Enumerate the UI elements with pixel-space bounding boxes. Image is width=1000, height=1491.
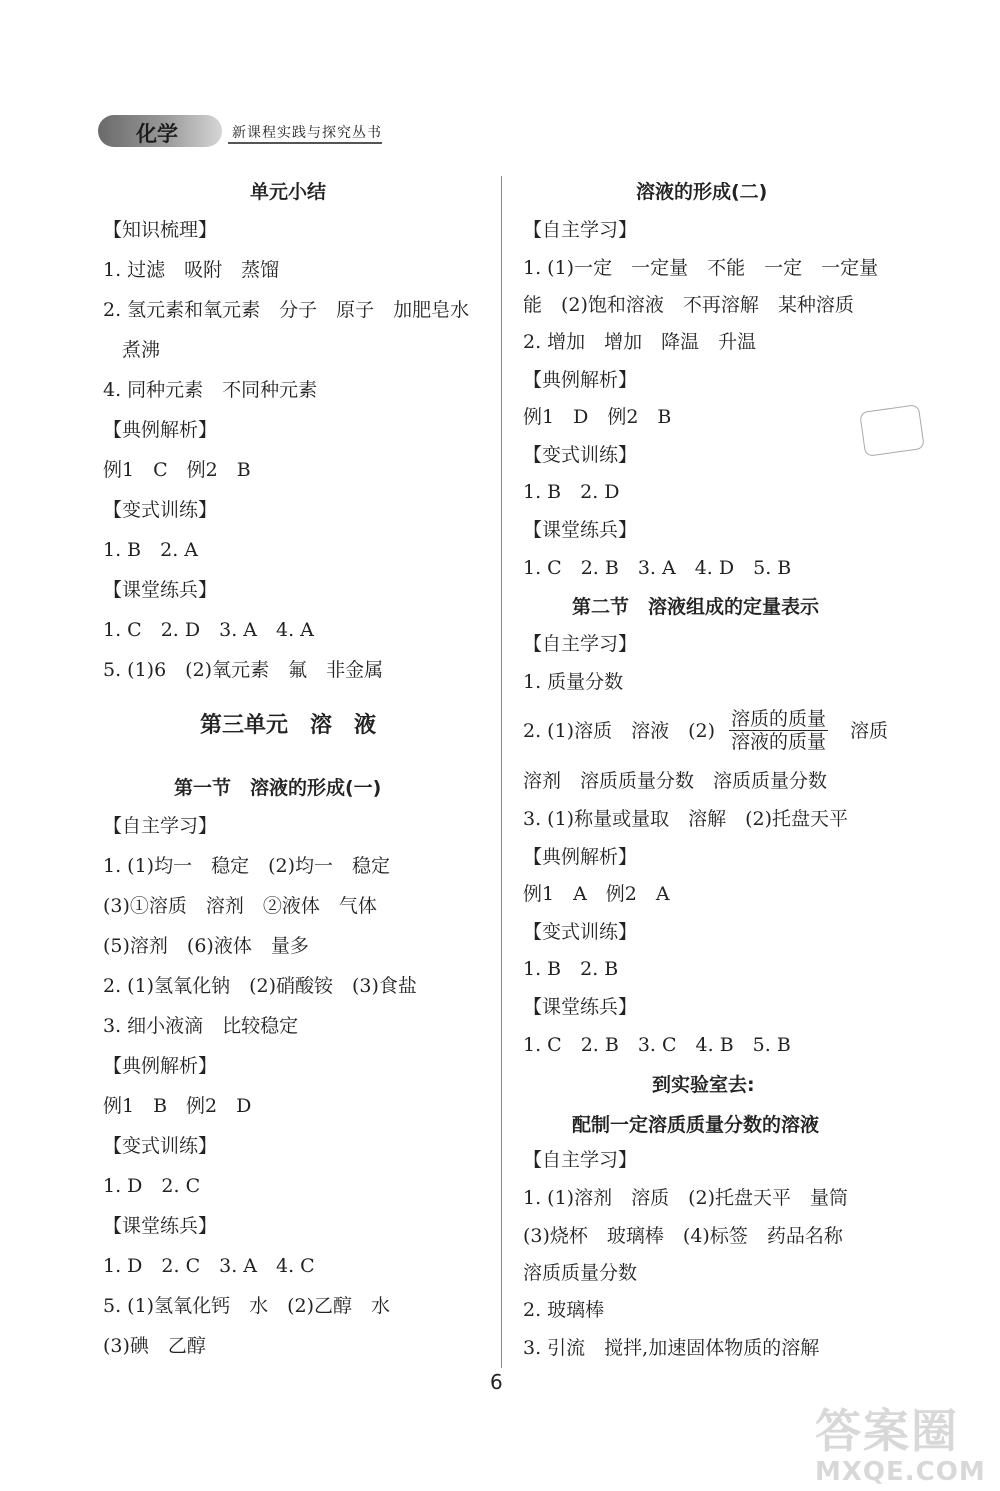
right-heading: 溶液的形成(二) xyxy=(636,181,768,203)
right-line: 2. 玻璃棒 xyxy=(523,1299,605,1321)
left-line: 1. B 2. A xyxy=(103,539,199,561)
right-line: 例1 D 例2 B xyxy=(523,406,672,428)
right-line: 【课堂练兵】 xyxy=(523,519,638,541)
right-line: 1. (1)溶剂 溶质 (2)托盘天平 量筒 xyxy=(523,1187,848,1209)
left-line: 【自主学习】 xyxy=(103,815,218,837)
left-line: 【变式训练】 xyxy=(103,499,218,521)
left-line: 【课堂练兵】 xyxy=(103,1215,218,1237)
subject-badge xyxy=(98,115,222,147)
left-line: 1. 过滤 吸附 蒸馏 xyxy=(103,259,280,281)
right-line: 3. 引流 搅拌,加速固体物质的溶解 xyxy=(523,1337,820,1359)
watermark-url: MXQE.COM xyxy=(815,1457,986,1487)
left-line: 2. 氢元素和氧元素 分子 原子 加肥皂水 xyxy=(103,299,470,321)
column-divider xyxy=(501,176,502,1368)
watermark-logo: 答案圈 xyxy=(815,1404,959,1458)
right-line: 3. (1)称量或量取 溶解 (2)托盘天平 xyxy=(523,808,848,830)
right-line: 2. 增加 增加 降温 升温 xyxy=(523,331,757,353)
right-line: 1. 质量分数 xyxy=(523,671,624,693)
left-line: 1. C 2. D 3. A 4. A xyxy=(103,619,314,641)
left-line: 例1 B 例2 D xyxy=(103,1095,252,1117)
right-heading: 配制一定溶质质量分数的溶液 xyxy=(572,1114,820,1136)
right-line: 【变式训练】 xyxy=(523,921,638,943)
right-line: 例1 A 例2 A xyxy=(523,883,670,905)
right-line: 1. C 2. B 3. A 4. D 5. B xyxy=(523,557,792,579)
right-line: 【自主学习】 xyxy=(523,1149,638,1171)
left-line: 【知识梳理】 xyxy=(103,219,218,241)
header-underline xyxy=(228,142,382,144)
right-line: 【自主学习】 xyxy=(523,633,638,655)
fraction-numerator: 溶质的质量 xyxy=(731,708,827,730)
right-line: 2. (1)溶质 溶液 (2) xyxy=(523,720,715,742)
watermark xyxy=(815,1395,986,1487)
right-line: 【典例解析】 xyxy=(523,846,638,868)
left-line: 3. 细小液滴 比较稳定 xyxy=(103,1015,299,1037)
left-line: 1. D 2. C 3. A 4. C xyxy=(103,1255,315,1277)
right-line: 1. B 2. B xyxy=(523,958,619,980)
mass-fraction-formula xyxy=(729,708,828,753)
right-line: 1. C 2. B 3. C 4. B 5. B xyxy=(523,1034,791,1056)
left-line: 5. (1)氢氧化钙 水 (2)乙醇 水 xyxy=(103,1295,390,1317)
left-line: 煮沸 xyxy=(122,339,161,361)
stamp-mark xyxy=(859,404,925,457)
left-line: 【典例解析】 xyxy=(103,1055,218,1077)
left-heading: 第一节 溶液的形成(一) xyxy=(174,777,382,799)
left-line: (3)①溶质 溶剂 ②液体 气体 xyxy=(103,895,377,917)
subject-label: 化学 xyxy=(136,122,178,146)
left-line: (5)溶剂 (6)液体 量多 xyxy=(103,935,309,957)
left-line: 【变式训练】 xyxy=(103,1135,218,1157)
right-line: 【变式训练】 xyxy=(523,444,638,466)
series-title: 新课程实践与探究丛书 xyxy=(232,125,382,141)
right-heading: 到实验室去: xyxy=(652,1074,755,1096)
right-line: 溶质质量分数 xyxy=(523,1262,638,1284)
left-line: 1. D 2. C xyxy=(103,1175,201,1197)
page-number: 6 xyxy=(490,1370,503,1394)
right-line: 【典例解析】 xyxy=(523,369,638,391)
left-line: 5. (1)6 (2)氧元素 氟 非金属 xyxy=(103,659,384,681)
left-line: 4. 同种元素 不同种元素 xyxy=(103,379,318,401)
left-heading: 第三单元 溶 液 xyxy=(200,713,377,738)
right-line: 1. (1)一定 一定量 不能 一定 一定量 xyxy=(523,257,879,279)
fraction-denominator: 溶液的质量 xyxy=(731,731,827,753)
right-line: (3)烧杯 玻璃棒 (4)标签 药品名称 xyxy=(523,1225,843,1247)
left-heading: 单元小结 xyxy=(250,181,327,203)
left-line: 【典例解析】 xyxy=(103,419,218,441)
right-line: 【自主学习】 xyxy=(523,219,638,241)
right-line: 【课堂练兵】 xyxy=(523,996,638,1018)
right-heading: 第二节 溶液组成的定量表示 xyxy=(572,596,820,618)
right-line: 溶质 xyxy=(850,720,889,742)
left-line: 1. (1)均一 稳定 (2)均一 稳定 xyxy=(103,855,390,877)
right-line: 1. B 2. D xyxy=(523,481,620,503)
left-line: 2. (1)氢氧化钠 (2)硝酸铵 (3)食盐 xyxy=(103,975,417,997)
left-line: (3)碘 乙醇 xyxy=(103,1335,206,1357)
left-line: 例1 C 例2 B xyxy=(103,459,251,481)
right-line: 能 (2)饱和溶液 不再溶解 某种溶质 xyxy=(523,294,854,316)
right-line: 溶剂 溶质质量分数 溶质质量分数 xyxy=(523,770,828,792)
left-line: 【课堂练兵】 xyxy=(103,579,218,601)
